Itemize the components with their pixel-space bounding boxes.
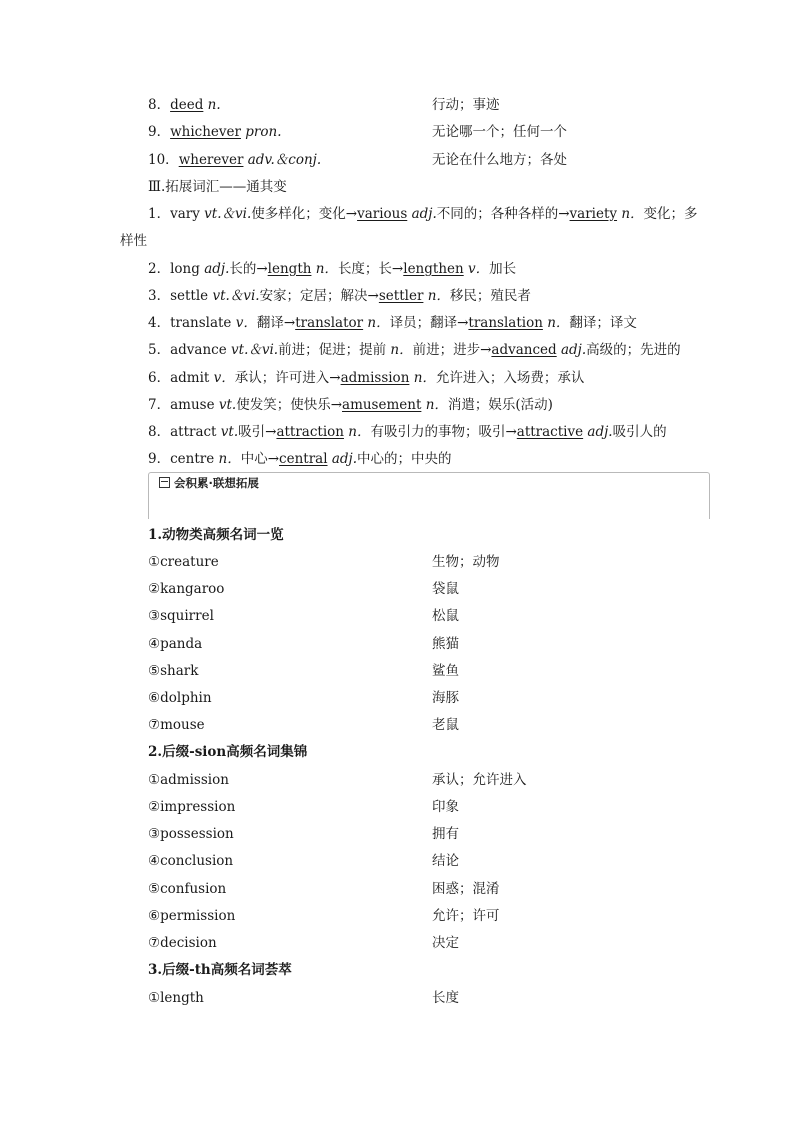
vocab-word: whichever — [170, 124, 241, 140]
word: ⑥permission — [148, 908, 236, 924]
extension-item-3 — [148, 286, 531, 306]
base-word: long — [170, 261, 200, 277]
meaning: 袋鼠 — [432, 581, 459, 597]
extension-item-1-continued: 样性 — [120, 233, 147, 249]
word: ①admission — [148, 772, 229, 788]
word: ⑥dolphin — [148, 690, 212, 706]
word: ②kangaroo — [148, 581, 225, 597]
vocab-meaning: 行动；事迹 — [432, 97, 500, 113]
part-of-speech: adj. — [560, 342, 587, 358]
base-word: advance — [170, 342, 227, 358]
item-number: 2． — [148, 261, 171, 277]
extension-item-6 — [148, 368, 584, 388]
part-of-speech: adv.＆conj. — [247, 152, 322, 168]
meaning: 前进；进步→ — [412, 342, 492, 358]
meaning: 加长 — [489, 261, 517, 277]
part-of-speech: n． — [425, 397, 448, 413]
meaning: 安家；定居；解决→ — [259, 288, 379, 304]
item-number: 7． — [148, 397, 171, 413]
group-title-animals: 1.动物类高频名词一览 — [148, 527, 284, 543]
vocab-meaning: 无论哪一个；任何一个 — [432, 124, 567, 140]
base-word: amuse — [170, 397, 215, 413]
extension-item-4 — [148, 313, 637, 333]
derived-word: various — [357, 206, 408, 222]
meaning: 消遣；娱乐(活动) — [447, 397, 553, 413]
section-heading: Ⅲ.拓展词汇——通其变 — [148, 179, 287, 195]
extension-item-9 — [148, 449, 452, 469]
derived-word: central — [279, 451, 328, 467]
meaning: 中心→ — [240, 451, 280, 467]
base-word: admit — [170, 370, 210, 386]
meaning: 吸引→ — [238, 424, 277, 440]
part-of-speech: n. — [207, 97, 221, 113]
meaning: 印象 — [432, 799, 459, 815]
meaning: 移民；殖民者 — [449, 288, 531, 304]
part-of-speech: vt.＆vi. — [212, 288, 260, 304]
word: ⑦decision — [148, 935, 217, 951]
item-number: 5． — [148, 342, 171, 358]
item-number: 8． — [148, 97, 171, 113]
section-box — [148, 472, 710, 519]
item-number: 6． — [148, 370, 171, 386]
meaning: 长的→ — [229, 261, 268, 277]
meaning: 长度 — [432, 990, 459, 1006]
group-title-th: 3.后缀-th高频名词荟萃 — [148, 962, 292, 978]
part-of-speech: adj. — [411, 206, 437, 222]
part-of-speech: n． — [348, 424, 371, 440]
meaning: 使发笑；使快乐→ — [236, 397, 343, 413]
meaning: 长度；长→ — [337, 261, 404, 277]
item-number: 9． — [148, 451, 171, 467]
word: ⑤confusion — [148, 881, 227, 897]
part-of-speech: adj. — [204, 261, 230, 277]
item-number: 10． — [148, 152, 179, 168]
derived-word: attraction — [276, 424, 344, 440]
vocab-word: deed — [170, 97, 204, 113]
meaning: 困惑；混淆 — [432, 881, 500, 897]
derived-word: translator — [295, 315, 364, 331]
base-word: translate — [170, 315, 232, 331]
part-of-speech: adj. — [587, 424, 613, 440]
word: ②impression — [148, 799, 236, 815]
extension-item-1 — [148, 204, 698, 224]
extension-item-8 — [148, 422, 667, 442]
base-word: settle — [170, 288, 209, 304]
part-of-speech: n． — [367, 315, 390, 331]
derived-word: lengthen — [403, 261, 464, 277]
part-of-speech: pron. — [245, 124, 282, 140]
meaning: 允许进入；入场费；承认 — [435, 370, 585, 386]
part-of-speech: vt.＆vi. — [231, 342, 279, 358]
part-of-speech: n． — [315, 261, 338, 277]
word: ④panda — [148, 636, 203, 652]
meaning: 高级的；先进的 — [586, 342, 681, 358]
meaning: 使多样化；变化→ — [251, 206, 358, 222]
meaning: 熊猫 — [432, 636, 459, 652]
meaning: 生物；动物 — [432, 554, 500, 570]
derived-word: attractive — [516, 424, 584, 440]
part-of-speech: n． — [621, 206, 644, 222]
item-number: 8． — [148, 424, 171, 440]
word: ①creature — [148, 554, 219, 570]
vocab-meaning: 无论在什么地方；各处 — [432, 152, 567, 168]
meaning: 变化；多 — [643, 206, 698, 222]
base-word: vary — [170, 206, 200, 222]
extension-item-2 — [148, 259, 516, 279]
word: ⑤shark — [148, 663, 199, 679]
derived-word: advanced — [491, 342, 557, 358]
derived-word: settler — [378, 288, 424, 304]
part-of-speech: vt. — [220, 424, 239, 440]
meaning: 承认；许可进入→ — [234, 370, 341, 386]
meaning: 鲨鱼 — [432, 663, 459, 679]
part-of-speech: n． — [427, 288, 450, 304]
part-of-speech: adj. — [331, 451, 357, 467]
minus-square-icon — [159, 477, 170, 488]
part-of-speech: n． — [413, 370, 436, 386]
derived-word: translation — [468, 315, 543, 331]
meaning: 翻译；译文 — [569, 315, 637, 331]
part-of-speech: vt. — [218, 397, 237, 413]
meaning: 中心的；中央的 — [357, 451, 452, 467]
part-of-speech: v． — [468, 261, 490, 277]
meaning: 允许；许可 — [432, 908, 500, 924]
item-number: 1． — [148, 206, 171, 222]
word: ⑦mouse — [148, 717, 205, 733]
part-of-speech: vt.＆vi. — [204, 206, 252, 222]
derived-word: length — [267, 261, 312, 277]
vocab-word: wherever — [178, 152, 244, 168]
derived-word: amusement — [342, 397, 422, 413]
box-label — [157, 475, 263, 491]
part-of-speech: v． — [235, 315, 257, 331]
word: ④conclusion — [148, 853, 234, 869]
derived-word: admission — [340, 370, 410, 386]
part-of-speech: n． — [390, 342, 413, 358]
meaning: 拥有 — [432, 826, 459, 842]
part-of-speech: v． — [213, 370, 235, 386]
item-number: 4． — [148, 315, 171, 331]
base-word: centre — [170, 451, 215, 467]
group-title-sion: 2.后缀-sion高频名词集锦 — [148, 744, 308, 760]
meaning: 松鼠 — [432, 608, 459, 624]
item-number: 3． — [148, 288, 171, 304]
base-word: attract — [170, 424, 217, 440]
meaning: 承认；允许进入 — [432, 772, 527, 788]
word: ③squirrel — [148, 608, 214, 624]
meaning: 有吸引力的事物；吸引→ — [370, 424, 517, 440]
part-of-speech: n． — [547, 315, 570, 331]
word: ①length — [148, 990, 204, 1006]
word: ③possession — [148, 826, 234, 842]
meaning: 翻译→ — [256, 315, 296, 331]
extension-item-5 — [148, 340, 681, 360]
box-label-text: 会积累·联想拓展 — [174, 476, 259, 490]
meaning: 海豚 — [432, 690, 459, 706]
meaning: 前进；促进；提前 — [278, 342, 387, 358]
meaning: 吸引人的 — [612, 424, 667, 440]
meaning: 译员；翻译→ — [389, 315, 469, 331]
meaning: 老鼠 — [432, 717, 459, 733]
meaning: 决定 — [432, 935, 459, 951]
item-number: 9． — [148, 124, 171, 140]
part-of-speech: n． — [218, 451, 241, 467]
extension-item-7 — [148, 395, 553, 415]
meaning: 不同的；各种各样的→ — [436, 206, 570, 222]
derived-word: variety — [569, 206, 618, 222]
meaning: 结论 — [432, 853, 459, 869]
